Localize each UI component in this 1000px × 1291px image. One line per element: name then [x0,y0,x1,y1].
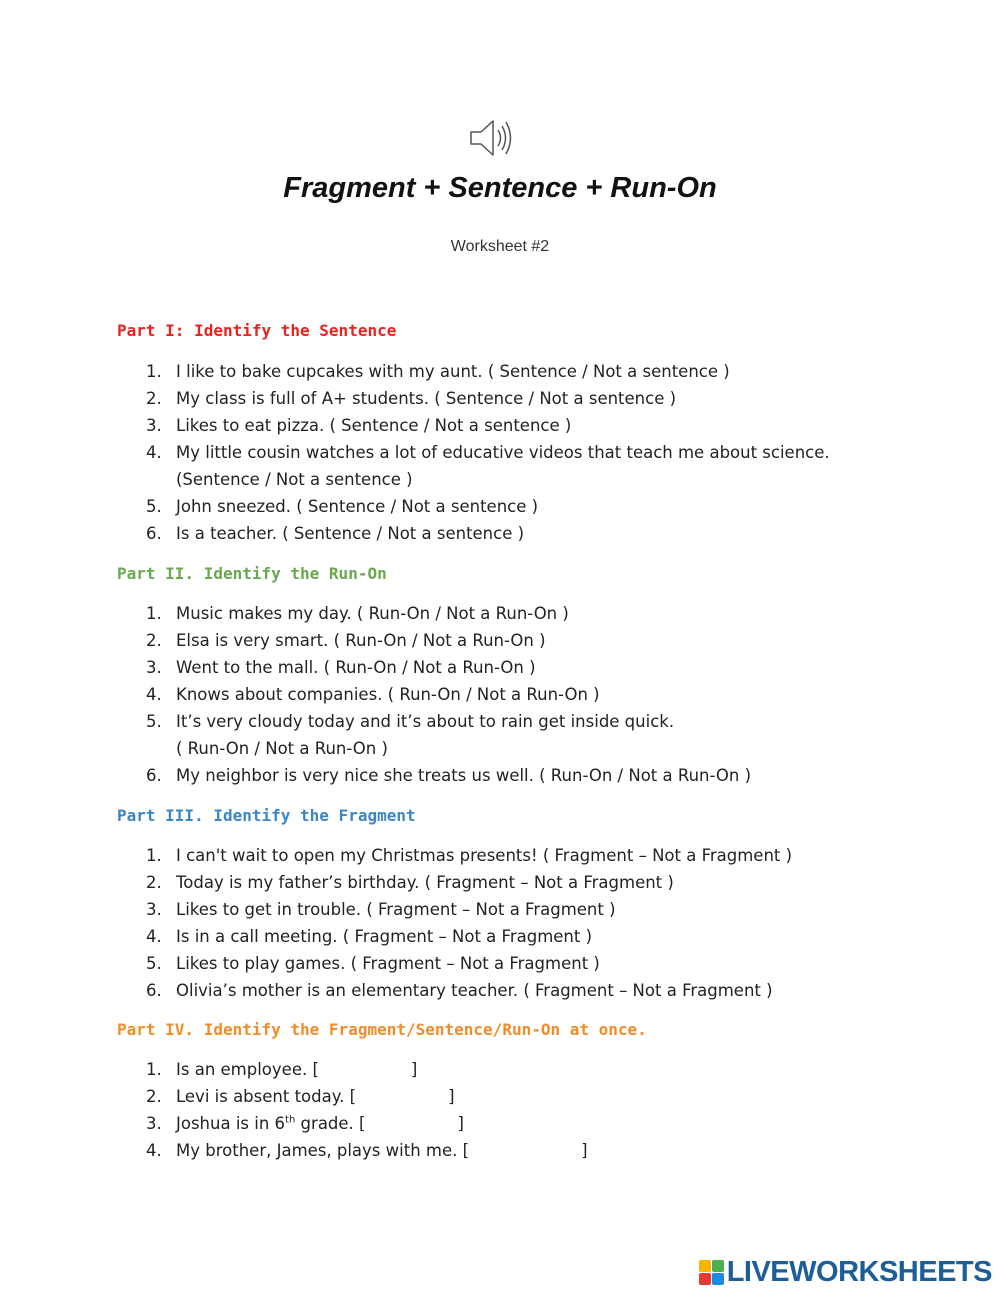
logo-block [712,1273,724,1285]
answer-blank[interactable] [365,1128,457,1129]
part4-heading: Part IV. Identify the Fragment/Sentence/Run-On at once. [117,1020,647,1039]
worksheet-title: Fragment + Sentence + Run-On [283,172,717,204]
list-item: 2. My class is full of A+ students. ( Sentence / Not a sentence ) [146,389,677,408]
answer-blank[interactable] [319,1074,411,1075]
list-item: 1. I can't wait to open my Christmas presents! ( Fragment – Not a Fragment ) [146,846,793,865]
logo-block [699,1273,711,1285]
list-item: 2. Levi is absent today. [ ] [146,1087,455,1106]
part2-list [0,600,900,789]
part3-heading: Part III. Identify the Fragment [117,806,416,825]
list-item: 4. My brother, James, plays with me. [ ] [146,1141,588,1160]
list-item: 5. It’s very cloudy today and it’s about to rain get inside quick. ( Run-On / Not a Run-On ) [146,712,675,758]
part3-list [0,842,900,1004]
list-item: 4. My little cousin watches a lot of educative videos that teach me about science. (Sentence / Not a sentence ) [146,443,830,489]
worksheet-subtitle: Worksheet #2 [450,238,550,255]
list-item: 1. I like to bake cupcakes with my aunt. ( Sentence / Not a sentence ) [146,362,730,381]
list-item: 1. Music makes my day. ( Run-On / Not a Run-On ) [146,604,569,623]
answer-blank[interactable] [469,1155,581,1156]
part1-heading: Part I: Identify the Sentence [117,321,397,340]
logo-text: LIVEWORKSHEETS [726,1256,992,1288]
list-item: 4. Is in a call meeting. ( Fragment – Not a Fragment ) [146,927,593,946]
part2-heading: Part II. Identify the Run-On [117,564,387,583]
part1-list [0,358,900,547]
list-item: 2. Elsa is very smart. ( Run-On / Not a Run-On ) [146,631,546,650]
list-item: 3. Likes to eat pizza. ( Sentence / Not a sentence ) [146,416,572,435]
list-item: 6. Is a teacher. ( Sentence / Not a sentence ) [146,524,525,543]
list-item: 3. Went to the mall. ( Run-On / Not a Run-On ) [146,658,536,677]
list-item: 3. Likes to get in trouble. ( Fragment – Not a Fragment ) [146,900,616,919]
answer-blank[interactable] [356,1101,448,1102]
list-item: 4. Knows about companies. ( Run-On / Not a Run-On ) [146,685,600,704]
part4-list [0,1056,900,1164]
speaker-icon[interactable] [466,114,518,162]
list-item: 6. Olivia’s mother is an elementary teacher. ( Fragment – Not a Fragment ) [146,981,773,1000]
logo-block [699,1260,711,1272]
logo-block [712,1260,724,1272]
list-item: 5. Likes to play games. ( Fragment – Not a Fragment ) [146,954,600,973]
list-item: 6. My neighbor is very nice she treats us well. ( Run-On / Not a Run-On ) [146,766,752,785]
list-item: 5. John sneezed. ( Sentence / Not a sentence ) [146,497,539,516]
list-item: 3. Joshua is in 6th grade. [ ] [146,1114,464,1133]
liveworksheets-logo [699,1256,992,1289]
logo-blocks-icon [699,1260,724,1285]
list-item: 1. Is an employee. [ ] [146,1060,418,1079]
list-item: 2. Today is my father’s birthday. ( Fragment – Not a Fragment ) [146,873,674,892]
